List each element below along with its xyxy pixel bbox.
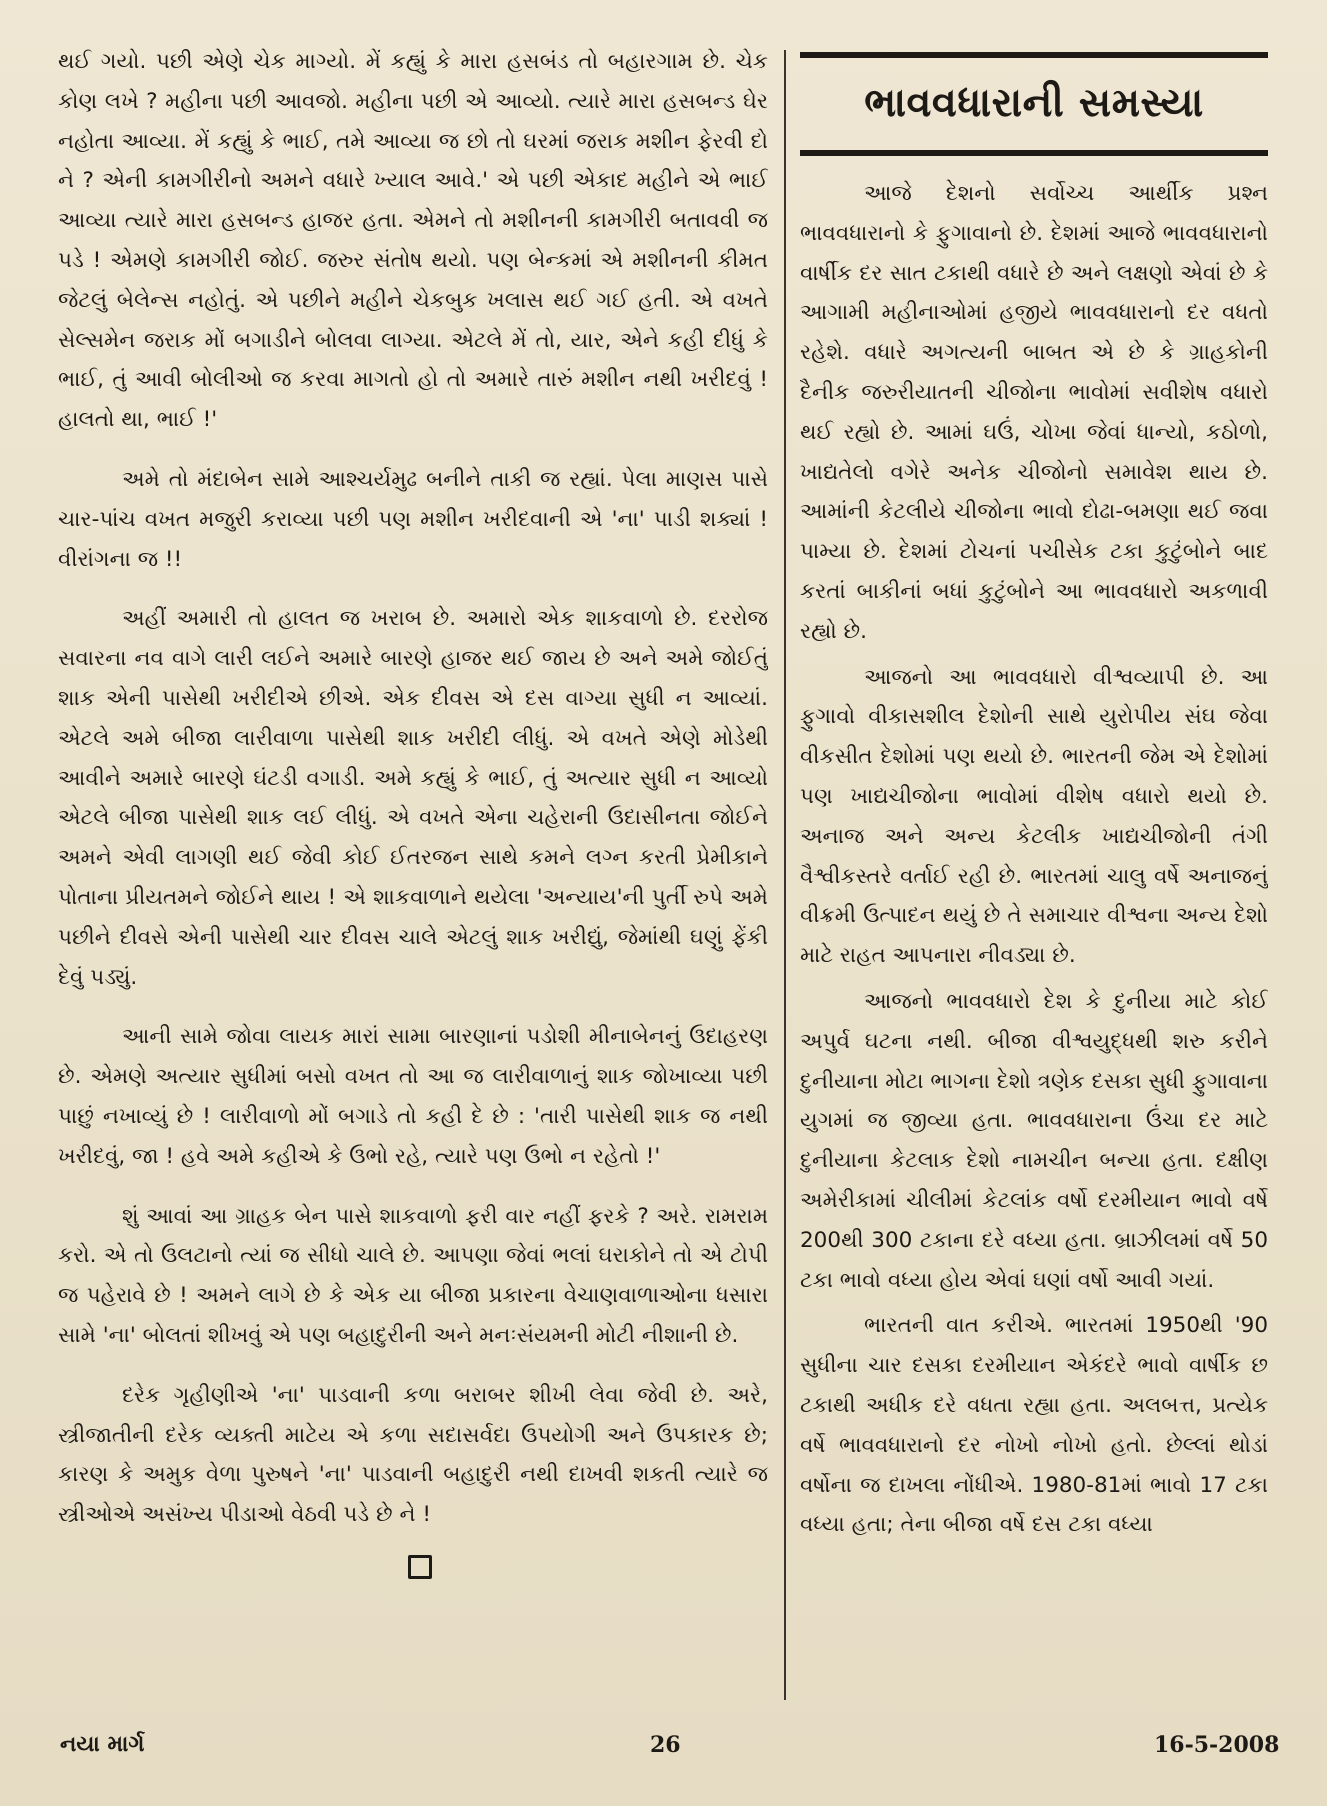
right-paragraph-3: આજનો ભાવવધારો દેશ કે દુનીયા માટે કોઈ અપુર્વ ઘટના નથી. બીજા વીશ્વયુદ્ધથી શરુ કરીને દુનીયાના મોટા ભાગના દેશો ત્રણેક દસકા સુધી ફુગાવાના યુગમાં જ જીવ્યા હતા. ભાવવધારાના ઉંચા દર માટે દુનીયાના કેટલાક દેશો નામચીન બન્યા હતા. દક્ષીણ અમેરીકામાં ચીલીમાં કેટલાંક વર્ષો દરમીયાન ભાવો વર્ષે 200થી 300 ટકાના દરે વધ્યા હતા. બ્રાઝીલમાં વર્ષે 50 ટકા ભાવો વધ્યા હોય એવાં ઘણાં વર્ષો આવી ગયાં.	[800, 988, 1268, 1293]
article-title: ભાવવધારાની સમસ્યા	[864, 80, 1204, 126]
left-paragraph-3: અહીં અમારી તો હાલત જ ખરાબ છે. અમારો એક શાકવાળો છે. દરરોજ સવારના નવ વાગે લારી લઈને અમારે બારણે હાજર થઈ જાય છે અને અમે જોઈતું શાક એની પાસેથી ખરીદીએ છીએ. એક દીવસ એ દસ વાગ્યા સુધી ન આવ્યાં. એટલે અમે બીજા લારીવાળા પાસેથી શાક ખરીદી લીધું. એ વખતે એણે મોડેથી આવીને અમારે બારણે ઘંટડી વગાડી. અમે કહ્યું કે ભાઈ, તું અત્યાર સુધી ન આવ્યો એટલે બીજા પાસેથી શાક લઈ લીધું. એ વખતે એના ચહેરાની ઉદાસીનતા જોઈને અમને એવી લાગણી થઈ જેવી કોઈ ઈતરજન સાથે કમને લગ્ન કરતી પ્રેમીકાને પોતાના પ્રીયતમને જોઈને થાય ! એ શાકવાળાને થયેલા 'અન્યાય'ની પુર્તી રુપે અમે પછીને દીવસે એની પાસેથી ચાર દીવસ ચાલે એટલું શાક ખરીદ્યું, જેમાંથી ઘણું ફેંકી દેવું પડ્યું.	[58, 606, 768, 990]
left-paragraph-2: અમે તો મંદાબેન સામે આશ્ચર્યમુઢ બનીને તાકી જ રહ્યાં. પેલા માણસ પાસે ચાર-પાંચ વખત મજુરી કરાવ્યા પછી પણ મશીન ખરીદવાની એ 'ના' પાડી શક્યાં ! વીરાંગના જ !!	[58, 466, 768, 572]
title-rule-bottom	[800, 150, 1268, 156]
left-paragraph-5: શું આવાં આ ગ્રાહક બેન પાસે શાકવાળો ફરી વાર નહીં ફરકે ? અરે. રામરામ કરો. એ તો ઉલટાનો ત્યાં જ સીધો ચાલે છે. આપણા જેવાં ભલાં ઘરાકોને તો એ ટોપી જ પહેરાવે છે ! અમને લાગે છે કે એક યા બીજા પ્રકારના વેચાણવાળાઓના ધસારા સામે 'ના' બોલતાં શીખવું એ પણ બહાદુરીની અને મનઃસંયમની મોટી નીશાની છે.	[58, 1203, 768, 1348]
publication-name: નયા માર્ગ	[60, 1732, 145, 1757]
left-column	[58, 42, 768, 1692]
column-divider	[784, 50, 786, 1700]
left-paragraph-1: થઈ ગયો. પછી એણે ચેક માગ્યો. મેં કહ્યું કે મારા હસબંડ તો બહારગામ છે. ચેક કોણ લખે ? મહીના પછી આવજો. મહીના પછી એ આવ્યો. ત્યારે મારા હસબન્ડ ઘેર નહોતા આવ્યા. મેં કહ્યું કે ભાઈ, તમે આવ્યા જ છો તો ઘરમાં જરાક મશીન ફેરવી દો ને ? એની કામગીરીનો અમને વધારે ખ્યાલ આવે.' એ પછી એકાદ મહીને એ ભાઈ આવ્યા ત્યારે મારા હસબન્ડ હાજર હતા. એમને તો મશીનની કામગીરી બતાવવી જ પડે ! એમણે કામગીરી જોઈ. જરુર સંતોષ થયો. પણ બેન્કમાં એ મશીનની કીમત જેટલું બેલેન્સ નહોતું. એ પછીને મહીને ચેકબુક ખલાસ થઈ ગઈ હતી. એ વખતે સેલ્સમેન જરાક મોં બગાડીને બોલવા લાગ્યા. એટલે મેં તો, યાર, એને કહી દીધું કે ભાઈ, તું આવી બોલીઓ જ કરવા માગતો હો તો અમારે તારું મશીન નથી ખરીદવું ! હાલતો થા, ભાઈ !'	[58, 49, 768, 433]
right-paragraph-2: આજનો આ ભાવવધારો વીશ્વવ્યાપી છે. આ ફુગાવો વીકાસશીલ દેશોની સાથે યુરોપીય સંઘ જેવા વીકસીત દેશોમાં પણ થયો છે. ભારતની જેમ એ દેશોમાં પણ ખાદ્યચીજોના ભાવોમાં વીશેષ વધારો થયો છે. અનાજ અને અન્ય કેટલીક ખાદ્યચીજોની તંગી વૈશ્વીકસ્તરે વર્તાઈ રહી છે. ભારતમાં ચાલુ વર્ષે અનાજનું વીક્રમી ઉત્પાદન થયું છે તે સમાચાર વીશ્વના અન્ય દેશો માટે રાહત આપનારા નીવડ્યા છે.	[800, 664, 1268, 969]
page-footer	[0, 1732, 1327, 1772]
page-number: 26	[650, 1732, 681, 1758]
left-paragraph-6: દરેક ગૃહીણીએ 'ના' પાડવાની કળા બરાબર શીખી લેવા જેવી છે. અરે, સ્ત્રીજાતીની દરેક વ્યક્તી માટેય એ કળા સદાસર્વદા ઉપયોગી અને ઉપકારક છે; કારણ કે અમુક વેળા પુરુષને 'ના' પાડવાની બહાદુરી નથી દાખવી શકતી ત્યારે જ સ્ત્રીઓએ અસંખ્ય પીડાઓ વેઠવી પડે છે ને !	[58, 1382, 768, 1528]
issue-date: 16-5-2008	[1154, 1732, 1280, 1758]
left-paragraph-4: આની સામે જોવા લાયક મારાં સામા બારણાનાં પડોશી મીનાબેનનું ઉદાહરણ છે. એમણે અત્યાર સુધીમાં બસો વખત તો આ જ લારીવાળાનું શાક જોખાવ્યા પછી પાછું નખાવ્યું છે ! લારીવાળો મોં બગાડે તો કહી દે છે : 'તારી પાસેથી શાક જ નથી ખરીદવું, જા ! હવે અમે કહીએ કે ઉભો રહે, ત્યારે પણ ઉભો ન રહેતો !'	[58, 1024, 768, 1169]
article-title-block	[800, 52, 1268, 156]
article-end-square-icon	[408, 1555, 432, 1579]
right-paragraph-1: આજે દેશનો સર્વોચ્ચ આર્થીક પ્રશ્ન ભાવવધારાનો કે ફુગાવાનો છે. દેશમાં આજે ભાવવધારાનો વાર્ષીક દર સાત ટકાથી વધારે છે અને લક્ષણો એવાં છે કે આગામી મહીનાઓમાં હજીયે ભાવવધારાનો દર વધતો રહેશે. વધારે અગત્યની બાબત એ છે કે ગ્રાહકોની દૈનીક જરુરીયાતની ચીજોના ભાવોમાં સવીશેષ વધારો થઈ રહ્યો છે. આમાં ઘઉં, ચોખા જેવાં ધાન્યો, કઠોળો, ખાદ્યતેલો વગેરે અનેક ચીજોનો સમાવેશ થાય છે. આમાંની કેટલીયે ચીજોના ભાવો દોઢા-બમણા થઈ જવા પામ્યા છે. દેશમાં ટોચનાં પચીસેક ટકા કુટુંબોને બાદ કરતાં બાકીનાં બધાં કુટુંબોને આ ભાવવધારો અકળાવી રહ્યો છે.	[800, 181, 1268, 644]
right-column	[800, 52, 1268, 1692]
right-paragraph-4: ભારતની વાત કરીએ. ભારતમાં 1950થી '90 સુધીના ચાર દસકા દરમીયાન એકંદરે ભાવો વાર્ષીક છ ટકાથી અધીક દરે વધતા રહ્યા હતા. અલબત્ત, પ્રત્યેક વર્ષે ભાવવધારાનો દર નોખો નોખો હતો. છેલ્લાં થોડાં વર્ષોના જ દાખલા નોંધીએ. 1980-81માં ભાવો 17 ટકા વધ્યા હતા; તેના બીજા વર્ષે દસ ટકા વધ્યા	[800, 1313, 1268, 1538]
